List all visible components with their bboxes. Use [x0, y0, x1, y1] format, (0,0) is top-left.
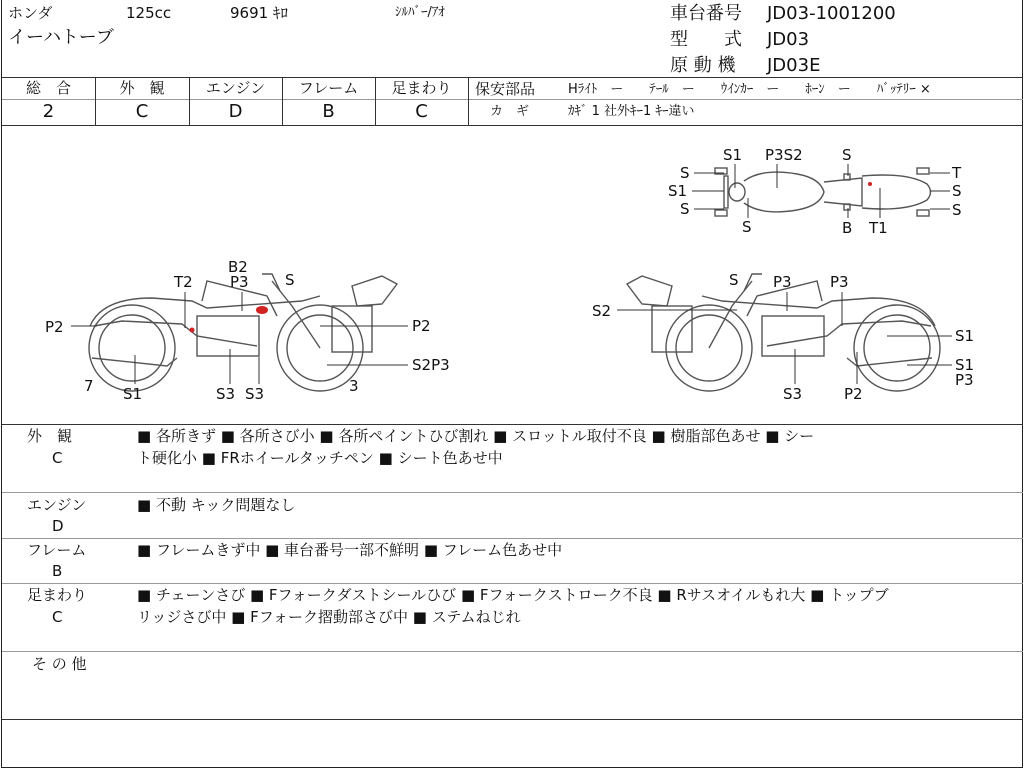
- label-top-t: T: [952, 164, 962, 182]
- divider: [2, 719, 1023, 720]
- maker: ホンダ: [8, 4, 53, 22]
- label-left-7: 7: [84, 377, 94, 395]
- grade-overall-value: 2: [42, 101, 55, 122]
- grade-suspension-value: C: [415, 101, 428, 122]
- label-top-s: S: [842, 146, 852, 164]
- leader-lines: [71, 164, 952, 384]
- detail-text: ■ フレームきず中 ■ 車台番号一部不鮮明 ■ フレーム色あせ中: [137, 541, 563, 559]
- label-top-s-left2: S: [680, 200, 690, 218]
- label-right-s2: S2: [592, 302, 612, 320]
- mileage: 9691 ｷﾛ: [230, 4, 288, 22]
- frame-no-label: 車台番号: [670, 3, 742, 24]
- label-left-p3: P3: [230, 273, 249, 291]
- detail-grade: C: [52, 449, 63, 467]
- detail-label: フレーム: [27, 541, 87, 559]
- label-left-p2-rear: P2: [45, 318, 64, 336]
- grade-suspension-label: 足まわり: [391, 79, 452, 97]
- divider: [2, 651, 1023, 652]
- grade-engine-value: D: [228, 101, 243, 122]
- label-left-s1: S1: [123, 385, 143, 403]
- detail-label: そ の 他: [32, 655, 87, 673]
- label-left-3: 3: [349, 377, 359, 395]
- damage-mark: [868, 182, 872, 186]
- divider: [2, 492, 1023, 493]
- engine-code-label: 原 動 機: [670, 55, 736, 76]
- detail-text: ■ チェーンさび ■ Fフォークダストシールひび ■ Fフォークストローク不良 ■ Rサスオイルもれ大 ■ トップブ: [137, 586, 889, 604]
- label-right-p3a: P3: [773, 273, 792, 291]
- detail-text: ト硬化小 ■ FRホイールタッチペン ■ シート色あせ中: [137, 449, 503, 467]
- label-right-s3: S3: [783, 385, 803, 403]
- grade-overall-label: 総 合: [25, 79, 71, 97]
- grade-frame-value: B: [322, 101, 335, 122]
- label-top-s-right: S: [952, 182, 962, 200]
- damage-mark: [256, 306, 268, 314]
- detail-label: エンジン: [27, 496, 87, 514]
- damage-marks: [190, 182, 873, 333]
- safety-label: 保安部品: [475, 80, 536, 98]
- label-right-s1a: S1: [955, 327, 975, 345]
- label-top-s1-left: S1: [668, 182, 688, 200]
- detail-text: ■ 各所きず ■ 各所さび小 ■ 各所ペイントひび割れ ■ スロットル取付不良 ■ 樹脂部色あせ ■ シー: [137, 427, 815, 445]
- label-top-s-bottom: S: [742, 218, 752, 236]
- divider: [2, 583, 1023, 584]
- label-top-s-right2: S: [952, 201, 962, 219]
- label-right-p2: P2: [844, 385, 863, 403]
- detail-label: 足まわり: [27, 586, 88, 604]
- grade-exterior-value: C: [135, 101, 149, 122]
- label-top-p3s2: P3S2: [765, 146, 803, 164]
- model-code-label: 型 式: [670, 29, 742, 50]
- damage-diagram: [2, 126, 1023, 424]
- displacement: 125cc: [126, 4, 172, 22]
- detail-label: 外 観: [27, 427, 73, 445]
- divider: [2, 99, 1023, 100]
- label-right-p3c: P3: [955, 371, 974, 389]
- grade-exterior-label: 外 観: [119, 79, 165, 97]
- key-value: ｶｷﾞ 1 社外ｷｰ1 ｷｰ違い: [568, 104, 695, 119]
- damage-mark: [190, 328, 195, 333]
- detail-grade: D: [52, 517, 64, 535]
- detail-text: リッジさび中 ■ Fフォーク摺動部さび中 ■ ステムねじれ: [137, 608, 521, 626]
- detail-grade: B: [52, 562, 63, 580]
- model-code: JD03: [767, 29, 810, 50]
- divider: [2, 77, 1023, 78]
- label-right-s1b: S1: [955, 356, 975, 374]
- model-name: イーハトーブ: [8, 27, 114, 48]
- color: ｼﾙﾊﾞｰ/ｱｵ: [395, 5, 445, 20]
- diagram-labels: [45, 146, 974, 403]
- label-top-b: B: [842, 219, 853, 237]
- label-right-s: S: [729, 271, 739, 289]
- grade-engine-label: エンジン: [205, 79, 266, 97]
- divider: [468, 77, 469, 125]
- divider: [2, 538, 1023, 539]
- key-label: カ ギ: [490, 104, 530, 119]
- inspection-sheet: [1, 0, 1023, 768]
- label-left-t2: T2: [174, 273, 193, 291]
- label-left-s3a: S3: [216, 385, 236, 403]
- label-top-t1: T1: [869, 219, 888, 237]
- label-top-s-left: S: [680, 164, 690, 182]
- bike-top-view: [715, 168, 931, 216]
- divider: [2, 424, 1023, 425]
- engine-code: JD03E: [767, 55, 821, 76]
- detail-text: ■ 不動 キック問題なし: [137, 496, 296, 514]
- label-left-b2: B2: [228, 258, 248, 276]
- frame-no: JD03-1001200: [767, 3, 896, 24]
- label-top-s1: S1: [723, 146, 743, 164]
- label-right-p3b: P3: [830, 273, 849, 291]
- detail-grade: C: [52, 608, 63, 626]
- safety-items: Hﾗｲﾄ ー ﾃｰﾙ ー ｳｲﾝｶｰ ー ﾎｰﾝ ー ﾊﾞｯﾃﾘｰ ×: [568, 82, 931, 97]
- label-left-s: S: [285, 271, 295, 289]
- bike-right-view: [627, 274, 940, 391]
- label-left-p2-front: P2: [412, 317, 431, 335]
- label-left-s2p3: S2P3: [412, 356, 450, 374]
- label-left-s3b: S3: [245, 385, 265, 403]
- grade-frame-label: フレーム: [298, 79, 359, 97]
